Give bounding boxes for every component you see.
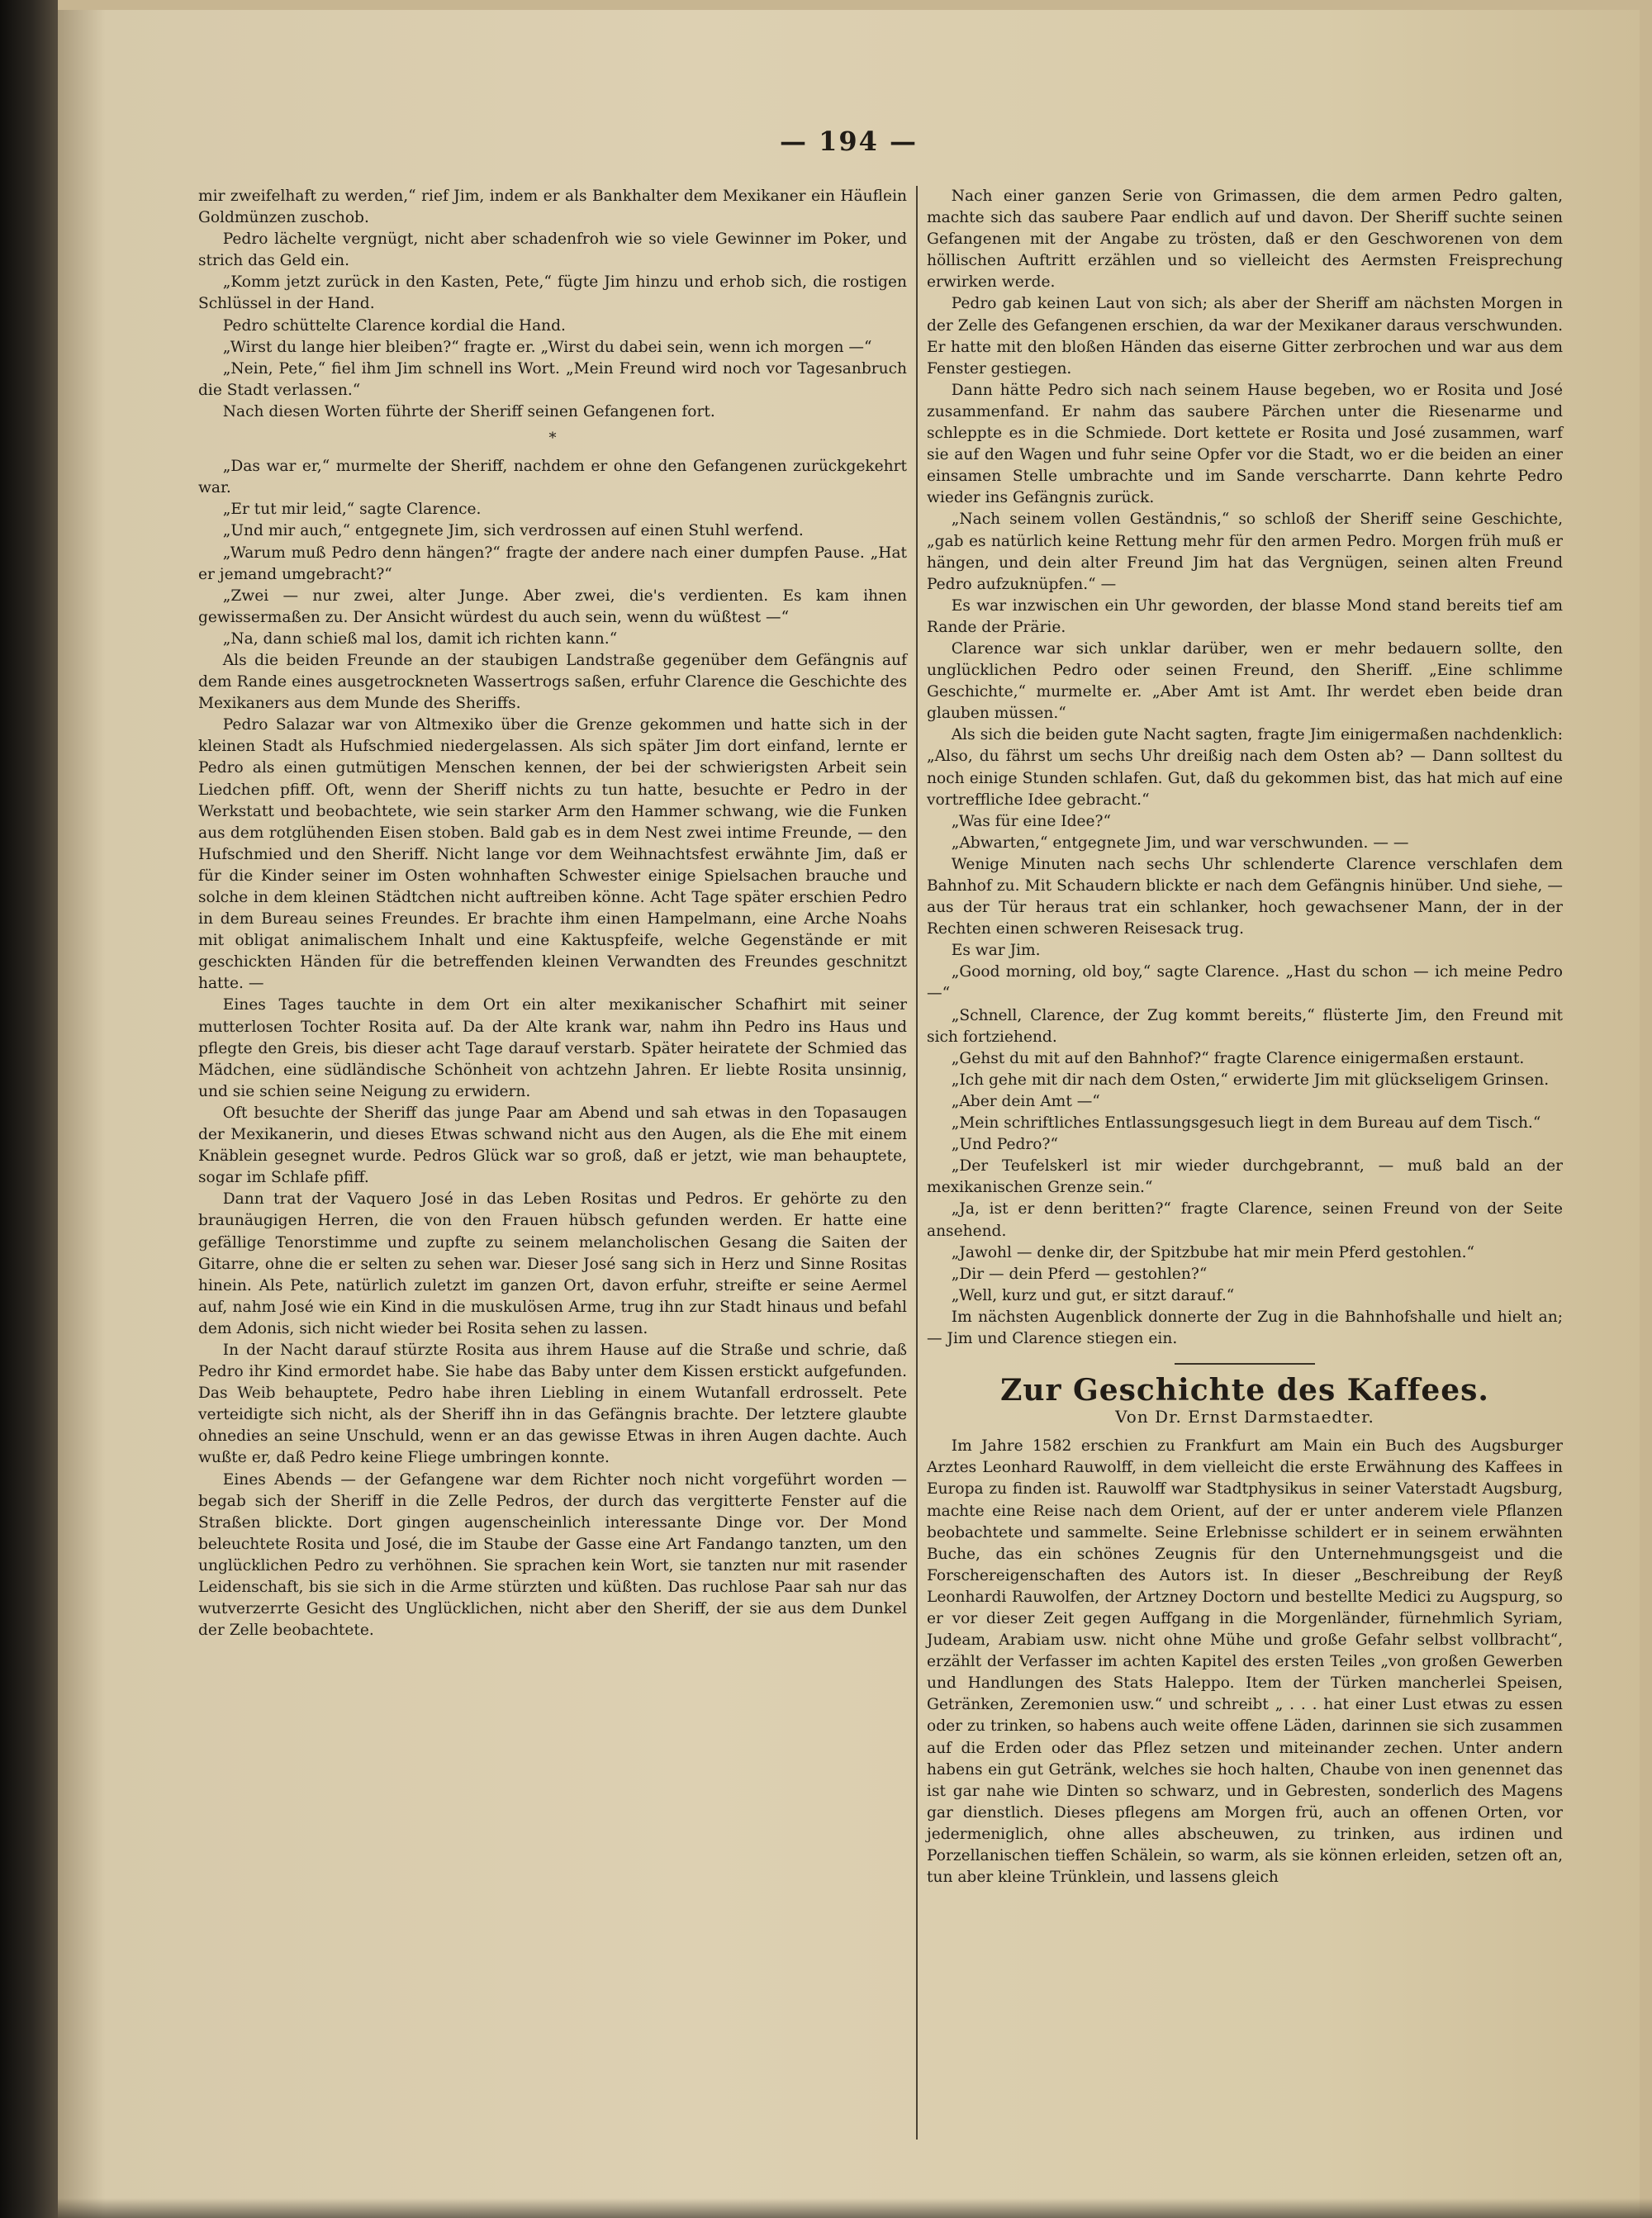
paragraph: „Und Pedro?“ bbox=[951, 1136, 1058, 1154]
paragraph: Oft besuchte der Sheriff das junge Paar am Abend und sah etwas in den Topasaugen der Mexikanerin, und dieses Etwas schwand nicht aus den Augen, als die Ehe mit einem Knäblein gesegnet wurde. Pedros Glück war so groß, daß er jetzt, wie man behauptete, sogar im Schlafe pfiff. bbox=[198, 1104, 907, 1187]
paragraph: „Gehst du mit auf den Bahnhof?“ fragte Clarence einigermaßen erstaunt. bbox=[951, 1049, 1525, 1067]
paragraph: „Good morning, old boy,“ sagte Clarence. „Hast du schon — ich meine Pedro —“ bbox=[927, 963, 1563, 1003]
paragraph: „Dir — dein Pferd — gestohlen?“ bbox=[951, 1265, 1208, 1283]
paragraph: „Abwarten,“ entgegnete Jim, und war verschwunden. — — bbox=[951, 834, 1409, 852]
paragraph: „Na, dann schieß mal los, damit ich richten kann.“ bbox=[222, 629, 618, 648]
paragraph: „Wirst du lange hier bleiben?“ fragte er. „Wirst du dabei sein, wenn ich morgen —“ bbox=[222, 338, 872, 356]
paragraph: Es war inzwischen ein Uhr geworden, der blasse Mond stand bereits tief am Rande der Prärie. bbox=[927, 596, 1563, 636]
paragraph: „Ich gehe mit dir nach dem Osten,“ erwiderte Jim mit glückseligem Grinsen. bbox=[951, 1071, 1550, 1089]
paragraph: „Was für eine Idee?“ bbox=[951, 812, 1111, 830]
paragraph: „Nein, Pete,“ fiel ihm Jim schnell ins Wort. „Mein Freund wird noch vor Tagesanbruch die Stadt verlassen.“ bbox=[198, 359, 907, 399]
paragraph: Pedro gab keinen Laut von sich; als aber der Sheriff am nächsten Morgen in der Zelle des Gefangenen erschien, da war der Mexikaner daraus verschwunden. Er hatte mit den bloßen Händen das eiserne Gitter zerbrochen und war aus dem Fenster gestiegen. bbox=[927, 295, 1563, 378]
paragraph: In der Nacht darauf stürzte Rosita aus ihrem Hause auf die Straße und schrie, daß Pedro ihr Kind ermordet habe. Sie habe das Baby unter dem Kissen erstickt aufgefunden. Das Weib behauptete, Pedro habe ihren Liebling in einem Wutanfall erdrosselt. Pete verteidigte sich nicht, als der Sheriff ihn in das Gefängnis brachte. Der letztere glaubte ohnedies an seine Unschuld, wenn er an das gewisse Etwas in ihren Augen dachte. Auch wußte er, daß Pedro keine Fliege umbringen konnte. bbox=[198, 1341, 907, 1467]
article-title: Zur Geschichte des Kaffees. bbox=[1000, 1373, 1489, 1408]
paragraph: Wenige Minuten nach sechs Uhr schlenderte Clarence verschlafen dem Bahnhof zu. Mit Schaudern blickte er nach dem Gefängnis hinüber. Und siehe, — aus der Tür heraus trat ein schlanker, hoch gewachsener Mann, der in der Rechten einen schweren Reisesack trug. bbox=[927, 855, 1563, 938]
paragraph: mir zweifelhaft zu werden,“ rief Jim, indem er als Bankhalter dem Mexikaner ein Häuflein Goldmünzen zuschob. bbox=[198, 188, 907, 227]
paragraph: Pedro lächelte vergnügt, nicht aber schadenfroh wie so viele Gewinner im Poker, und strich das Geld ein. bbox=[198, 230, 907, 270]
paragraph: Nach einer ganzen Serie von Grimassen, die dem armen Pedro galten, machte sich das saubere Paar endlich auf und davon. Der Sheriff suchte seinen Gefangenen mit der Angabe zu trösten, daß er den Geschworenen von dem höllischen Auftritt erzählen und so vielleicht des Aermsten Freisprechung erwirken werde. bbox=[927, 188, 1563, 292]
right-column bbox=[927, 186, 1563, 1888]
page-number: — 194 — bbox=[779, 126, 919, 157]
paragraph: Pedro schüttelte Clarence kordial die Hand. bbox=[222, 316, 566, 335]
paragraph: Es war Jim. bbox=[951, 942, 1041, 960]
paragraph: „Jawohl — denke dir, der Spitzbube hat mir mein Pferd gestohlen.“ bbox=[951, 1243, 1475, 1261]
article-paragraph: Im Jahre 1582 erschien zu Frankfurt am Main ein Buch des Augsburger Arztes Leonhard Rauwolff, in dem vielleicht die erste Erwähnung des Kaffees in Europa zu finden ist. Rauwolff war Stadtphysikus in seiner Vaterstadt Augsburg, machte eine Reise nach dem Orient, auf der er unter anderem viele Pflanzen beobachtete und sammelte. Seine Erlebnisse schildert er in seinem erwähnten Buche, das ein schönes Zeugnis für den Unternehmungsgeist und die Forschereigenschaften des Autors ist. In dieser „Beschreibung der Reyß Leonhardi Rauwolfen, der Artzney Doctorn und bestellte Medici zu Augspurg, so er vor dieser Zeit gegen Auffgang in die Morgenländer, fürnehmlich Syriam, Judeam, Arabiam usw. nicht ohne Mühe und große Gefahr selbst vollbracht“, erzählt der Verfasser im achten Kapitel des ersten Teiles „von großen Gewerben und Handlungen des Stats Haleppo. Item der Türken mancherlei Speisen, Getränken, Zeremonien usw.“ und schreibt „ . . . hat einer Lust etwas zu essen oder zu trinken, so habens auch weite offene Läden, darinnen sie sich zusammen auf die Erden oder das Pflez setzen und miteinander zechen. Unter andern habens ein gut Getränk, welches sie hoch halten, Chaube von inen genennet das ist gar nahe wie Dinten so schwarz, und in Gebresten, sonderlich des Magens gar dienstlich. Dieses pflegens am Morgen frü, auch an offenen Orten, vor jedermeniglich, ohne alles abscheuwen, zu trinken, aus irdinen und Porzellanischen tieffen Schälein, so warm, als sie können erleiden, setzen oft an, tun aber kleine Trünklein, und lassens gleich bbox=[927, 1437, 1563, 1887]
paragraph: Nach diesen Worten führte der Sheriff seinen Gefangenen fort. bbox=[222, 402, 715, 420]
article-byline: Von Dr. Ernst Darmstaedter. bbox=[1115, 1407, 1374, 1427]
paragraph: Im nächsten Augenblick donnerte der Zug in die Bahnhofshalle und hielt an; — Jim und Clarence stiegen ein. bbox=[927, 1308, 1563, 1347]
paragraph: Pedro Salazar war von Altmexiko über die Grenze gekommen und hatte sich in der kleinen Stadt als Hufschmied niedergelassen. Als sich später Jim dort einfand, lernte er Pedro als einen gutmütigen Menschen kennen, der bei der schwierigsten Arbeit sein Liedchen pfiff. Oft, wenn der Sheriff nichts zu tun hatte, besuchte er Pedro in der Werkstatt und beobachtete, wie sein starker Arm den Hammer schwang, wie die Funken aus dem rotglühenden Eisen stoben. Bald gab es in dem Nest zwei intime Freunde, — den Hufschmied und den Sheriff. Nicht lange vor dem Weihnachtsfest erwähnte Jim, daß er für die Kinder seiner im Osten wohnhaften Schwester einige Spielsachen brauche und solche in dem kleinen Städtchen nicht auftreiben könne. Acht Tage später erschien Pedro in dem Bureau seines Freundes. Er brachte ihm einen Hampelmann, eine Arche Noahs mit obligat animalischem Inhalt und eine Kaktuspfeife, welche Gegenstände er mit geschickten Händen für die betreffenden kleinen Verwandten des Freundes geschnitzt hatte. — bbox=[198, 716, 907, 993]
paragraph: „Komm jetzt zurück in den Kasten, Pete,“ fügte Jim hinzu und erhob sich, die rostigen Schlüssel in der Hand. bbox=[198, 273, 907, 313]
paragraph: Eines Tages tauchte in dem Ort ein alter mexikanischer Schafhirt mit seiner mutterlosen Tochter Rosita auf. Da der Alte krank war, nahm ihn Pedro ins Haus und pflegte den Greis, bis dieser acht Tage darauf verstarb. Später heiratete der Schmied das Mädchen, eine südländische Schönheit von achtzehn Jahren. Er liebte Rosita unsinnig, und sie schien seine Neigung zu erwidern. bbox=[198, 996, 907, 1100]
paragraph: „Well, kurz und gut, er sitzt darauf.“ bbox=[951, 1286, 1235, 1304]
paragraph: „Warum muß Pedro denn hängen?“ fragte der andere nach einer dumpfen Pause. „Hat er jemand umgebracht?“ bbox=[198, 544, 907, 583]
paragraph: „Aber dein Amt —“ bbox=[951, 1092, 1100, 1110]
paragraph: „Er tut mir leid,“ sagte Clarence. bbox=[222, 501, 482, 519]
section-divider-asterisk: * bbox=[548, 430, 557, 448]
page bbox=[58, 10, 1640, 2218]
paragraph: Clarence war sich unklar darüber, wen er mehr bedauern sollte, den unglücklichen Pedro oder seinen Freund, den Sheriff. „Eine schlimme Geschichte,“ murmelte er. „Aber Amt ist Amt. Ihr werdet eben beide dran glauben müssen.“ bbox=[927, 639, 1563, 723]
left-column bbox=[198, 186, 907, 1641]
paragraph: „Schnell, Clarence, der Zug kommt bereits,“ flüsterte Jim, den Freund mit sich fortziehend. bbox=[927, 1006, 1563, 1046]
book-binding-shadow bbox=[0, 0, 58, 2218]
paragraph: Als die beiden Freunde an der staubigen Landstraße gegenüber dem Gefängnis auf dem Rande eines ausgetrockneten Wassertrogs saßen, erfuhr Clarence die Geschichte des Mexikaners aus dem Munde des Sheriffs. bbox=[198, 651, 907, 713]
paragraph: „Und mir auch,“ entgegnete Jim, sich verdrossen auf einen Stuhl werfend. bbox=[222, 522, 804, 540]
column-divider bbox=[916, 186, 918, 2140]
paragraph: Als sich die beiden gute Nacht sagten, fragte Jim einigermaßen nachdenklich: „Also, du fährst um sechs Uhr dreißig nach dem Osten ab? — Dann solltest du noch einige Stunden schlafen. Gut, daß du gekommen bist, das hat mich auf eine vortreffliche Idee gebracht.“ bbox=[927, 726, 1563, 809]
paragraph: Eines Abends — der Gefangene war dem Richter noch nicht vorgeführt worden — begab sich der Sheriff in die Zelle Pedros, der durch das vergitterte Fenster auf die Straßen blickte. Dort gingen augenscheinlich interessante Dinge vor. Der Mond beleuchtete Rosita und José, die im Staube der Gasse eine Art Fandango tanzten, um den unglücklichen Pedro zu verhöhnen. Sie sprachen kein Wort, sie tanzten nur mit rasender Leidenschaft, bis sie sich in die Arme stürzten und küßten. Das ruchlose Paar sah nur das wutverzerrte Gesicht des Unglücklichen, nicht aber den Sheriff, der sie aus dem Dunkel der Zelle beobachtete. bbox=[198, 1470, 907, 1640]
page-bottom-shadow bbox=[58, 2198, 1652, 2218]
paragraph: „Mein schriftliches Entlassungsgesuch liegt in dem Bureau auf dem Tisch.“ bbox=[951, 1114, 1541, 1133]
article-separator-rule bbox=[1175, 1363, 1315, 1365]
paragraph: „Das war er,“ murmelte der Sheriff, nachdem er ohne den Gefangenen zurückgekehrt war. bbox=[198, 458, 907, 497]
paragraph: „Nach seinem vollen Geständnis,“ so schloß der Sheriff seine Geschichte, „gab es natürlich keine Rettung mehr für den armen Pedro. Morgen früh muß er hängen, und dein alter Freund Jim hat das Vergnügen, seinen alten Freund Pedro aufzuknüpfen.“ — bbox=[927, 511, 1563, 593]
paragraph: „Der Teufelskerl ist mir wieder durchgebrannt, — muß bald an der mexikanischen Grenze sein.“ bbox=[927, 1157, 1563, 1197]
paragraph: Dann hätte Pedro sich nach seinem Hause begeben, wo er Rosita und José zusammenfand. Er nahm das saubere Pärchen unter die Riesenarme und schleppte es in die Schmiede. Dort kettete er Rosita und José zusammen, warf sie auf den Wagen und fuhr seine Opfer vor die Stadt, wo er die beiden an einer einsamen Stelle umbrachte und im Sande verscharrte. Dann kehrte Pedro wieder ins Gefängnis zurück. bbox=[927, 381, 1563, 507]
paragraph: Dann trat der Vaquero José in das Leben Rositas und Pedros. Er gehörte zu den braunäugigen Herren, die von den Frauen hübsch gefunden werden. Er hatte eine gefällige Tenorstimme und zupfte zu seinem melancholischen Gesang die Saiten der Gitarre, ohne die er selten zu sehen war. Dieser José sang sich in Herz und Sinne Rositas hinein. Als Pete, natürlich zuletzt im ganzen Ort, davon erfuhr, streifte er seine Aermel auf, nahm José wie ein Kind in die muskulösen Arme, trug ihn zur Stadt hinaus und befahl dem Adonis, sich nicht wieder bei Rosita sehen zu lassen. bbox=[198, 1190, 907, 1337]
paragraph: „Zwei — nur zwei, alter Junge. Aber zwei, die's verdienten. Es kam ihnen gewissermaßen zu. Der Ansicht würdest du auch sein, wenn du wüßtest —“ bbox=[198, 587, 907, 626]
paragraph: „Ja, ist er denn beritten?“ fragte Clarence, seinen Freund von der Seite ansehend. bbox=[927, 1200, 1563, 1240]
